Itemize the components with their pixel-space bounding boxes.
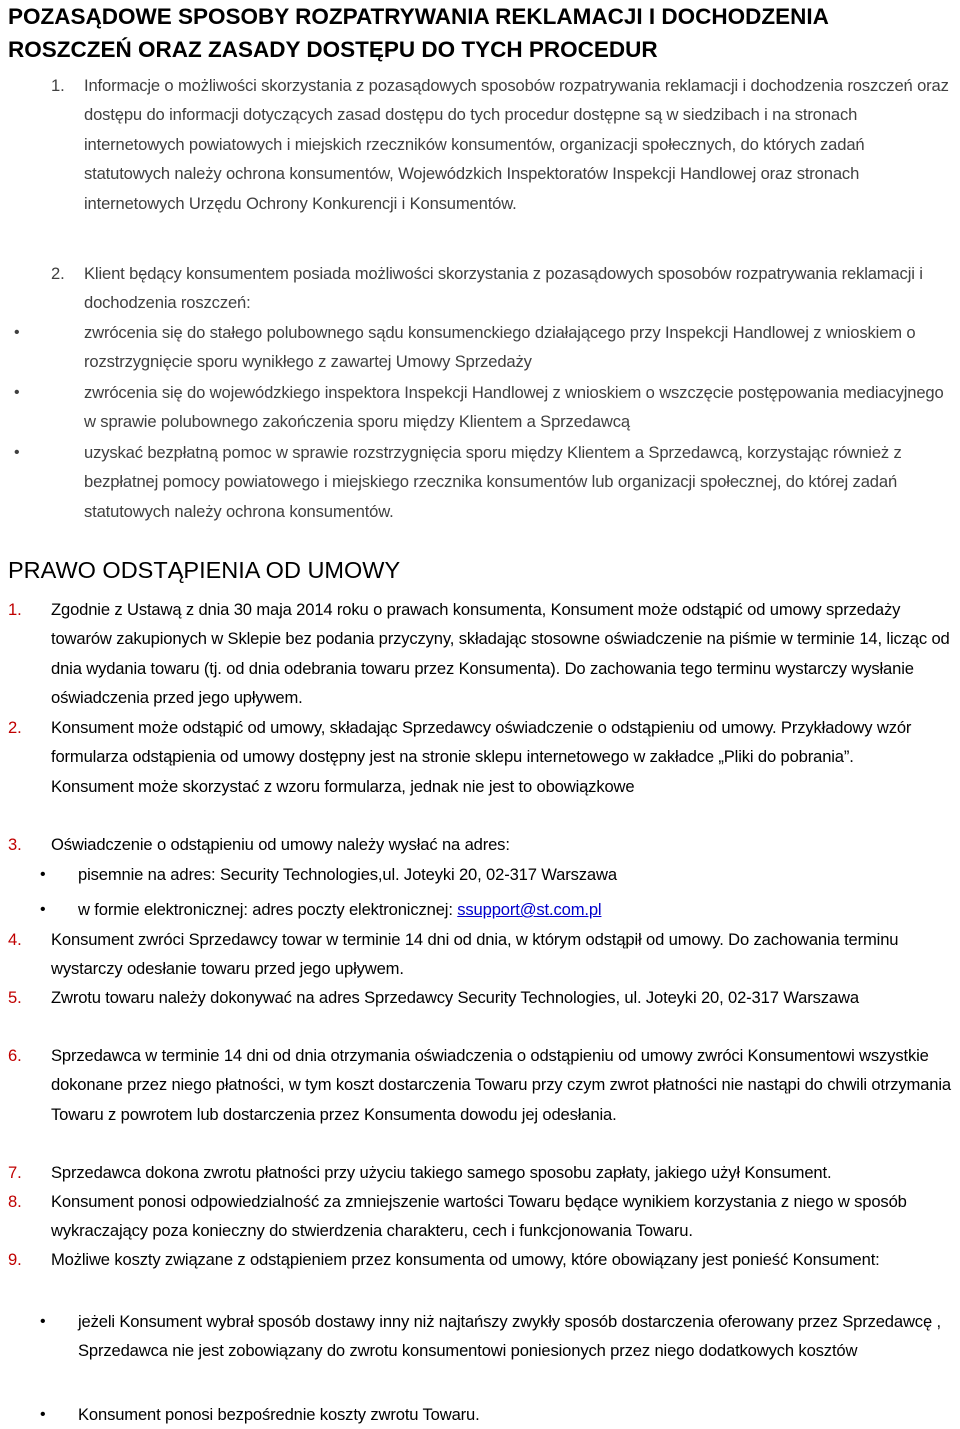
list-number: 8. bbox=[8, 1192, 22, 1211]
list-item: Możliwe koszty związane z odstąpieniem przez konsumenta od umowy, które obowiązany jest ponieść Konsument: bbox=[51, 1250, 880, 1269]
bullet-item: jeżeli Konsument wybrał sposób dostawy inny niż najtańszy zwykły sposób dostarczenia oferowany przez Sprzedawcę , Sprzedawca nie jest zobowiązany do zwrotu konsumentowi poniesionych przez niego dodatkowych kosztów bbox=[78, 1312, 941, 1361]
bullet-icon: • bbox=[40, 866, 46, 883]
list-item: Oświadczenie o odstąpieniu od umowy należy wysłać na adres: bbox=[51, 835, 510, 854]
list-number: 4. bbox=[8, 930, 22, 949]
list-number: 9. bbox=[8, 1250, 22, 1269]
list-item: Klient będący konsumentem posiada możliwości skorzystania z pozasądowych sposobów rozpatrywania reklamacji i dochodzenia roszczeń: bbox=[84, 264, 923, 313]
list-item: Konsument ponosi odpowiedzialność za zmniejszenie wartości Towaru będące wynikiem korzystania z niego w sposób wykraczający poza konieczny do stwierdzenia charakteru, cech i funkcjonowania Towaru. bbox=[51, 1192, 907, 1241]
list-item: Zgodnie z Ustawą z dnia 30 maja 2014 roku o prawach konsumenta, Konsument może odstąpić od umowy sprzedaży towarów zakupionych w Sklepie bez podania przyczyny, składając stosowne oświadczenie na piśmie w terminie 14, licząc od dnia wydania towaru (tj. od dnia odebrania towaru przez Konsumenta). Do zachowania tego terminu wystarczy wysłanie oświadczenia przed jego upływem. bbox=[51, 600, 950, 708]
document-title: POZASĄDOWE SPOSOBY ROZPATRYWANIA REKLAMACJI I DOCHODZENIA ROSZCZEŃ ORAZ ZASADY DOSTĘPU DO TYCH PROCEDUR bbox=[8, 4, 829, 62]
bullet-icon: • bbox=[40, 1313, 46, 1330]
address-postal: pisemnie na adres: Security Technologies,ul. Joteyki 20, 02-317 Warszawa bbox=[78, 865, 617, 884]
email-link[interactable]: ssupport@st.com.pl bbox=[457, 900, 602, 919]
bullet-item: zwrócenia się do wojewódzkiego inspektora Inspekcji Handlowej z wnioskiem o wszczęcie postępowania mediacyjnego w sprawie polubownego zakończenia sporu między Klientem a Sprzedawcą bbox=[84, 383, 944, 432]
list-number: 7. bbox=[8, 1163, 22, 1182]
bullet-icon: • bbox=[40, 1406, 46, 1423]
list-number: 1. bbox=[51, 76, 65, 95]
list-item: Sprzedawca w terminie 14 dni od dnia otrzymania oświadczenia o odstąpieniu od umowy zwróci Konsumentowi wszystkie dokonane przez niego płatności, w tym koszt dostarczenia Towaru przy czym zwrot płatności nie nastąpi do chwili otrzymania Towaru z powrotem lub dostarczenia przez Konsumenta dowodu jej odesłania. bbox=[51, 1046, 952, 1124]
list-item: Sprzedawca dokona zwrotu płatności przy użyciu takiego samego sposobu zapłaty, jakiego użył Konsument. bbox=[51, 1163, 832, 1182]
section-heading: PRAWO ODSTĄPIENIA OD UMOWY bbox=[8, 557, 401, 583]
list-number: 6. bbox=[8, 1046, 22, 1065]
list-number: 5. bbox=[8, 988, 22, 1007]
address-email-line bbox=[78, 895, 938, 924]
bullet-item: Konsument ponosi bezpośrednie koszty zwrotu Towaru. bbox=[78, 1405, 480, 1424]
bullet-item: zwrócenia się do stałego polubownego sądu konsumenckiego działającego przy Inspekcji Handlowej z wnioskiem o rozstrzygnięcie sporu wynikłego z zawartej Umowy Sprzedaży bbox=[84, 323, 916, 372]
list-number: 2. bbox=[8, 718, 22, 737]
bullet-icon: • bbox=[40, 901, 46, 918]
list-number: 3. bbox=[8, 835, 22, 854]
list-number: 1. bbox=[8, 600, 22, 619]
list-item: Konsument zwróci Sprzedawcy towar w terminie 14 dni od dnia, w którym odstąpił od umowy. Do zachowania terminu wystarczy odesłanie towaru przed jego upływem. bbox=[51, 930, 899, 979]
bullet-icon: • bbox=[14, 384, 20, 401]
list-item: Konsument może odstąpić od umowy, składając Sprzedawcy oświadczenie o odstąpieniu od umowy. Przykładowy wzór formularza odstąpienia od umowy dostępny jest na stronie sklepu internetowego w zakładce „Pliki do pobrania”. Konsument może skorzystać z wzoru formularza, jednak nie jest to obowiązkowe bbox=[51, 718, 912, 796]
list-number: 2. bbox=[51, 264, 65, 283]
list-item: Informacje o możliwości skorzystania z pozasądowych sposobów rozpatrywania reklamacji i dochodzenia roszczeń oraz dostępu do informacji dotyczących zasad dostępu do tych procedur dostępne są w siedzibach i na stronach internetowych powiatowych i miejskich rzeczników konsumentów, organizacji społecznych, do których zadań statutowych należy ochrona konsumentów, Wojewódzkich Inspektoratów Inspekcji Handlowej oraz stronach internetowych Urzędu Ochrony Konkurencji i Konsumentów. bbox=[84, 76, 949, 213]
list-item: Zwrotu towaru należy dokonywać na adres Sprzedawcy Security Technologies, ul. Joteyki 20, 02-317 Warszawa bbox=[51, 988, 859, 1007]
bullet-icon: • bbox=[14, 324, 20, 341]
bullet-icon: • bbox=[14, 444, 20, 461]
bullet-item: uzyskać bezpłatną pomoc w sprawie rozstrzygnięcia sporu między Klientem a Sprzedawcą, korzystając również z bezpłatnej pomocy powiatowego i miejskiego rzecznika konsumentów lub organizacji społecznej, do której zadań statutowych należy ochrona konsumentów. bbox=[84, 443, 902, 521]
address-email-label: w formie elektronicznej: adres poczty elektronicznej: bbox=[78, 900, 458, 919]
